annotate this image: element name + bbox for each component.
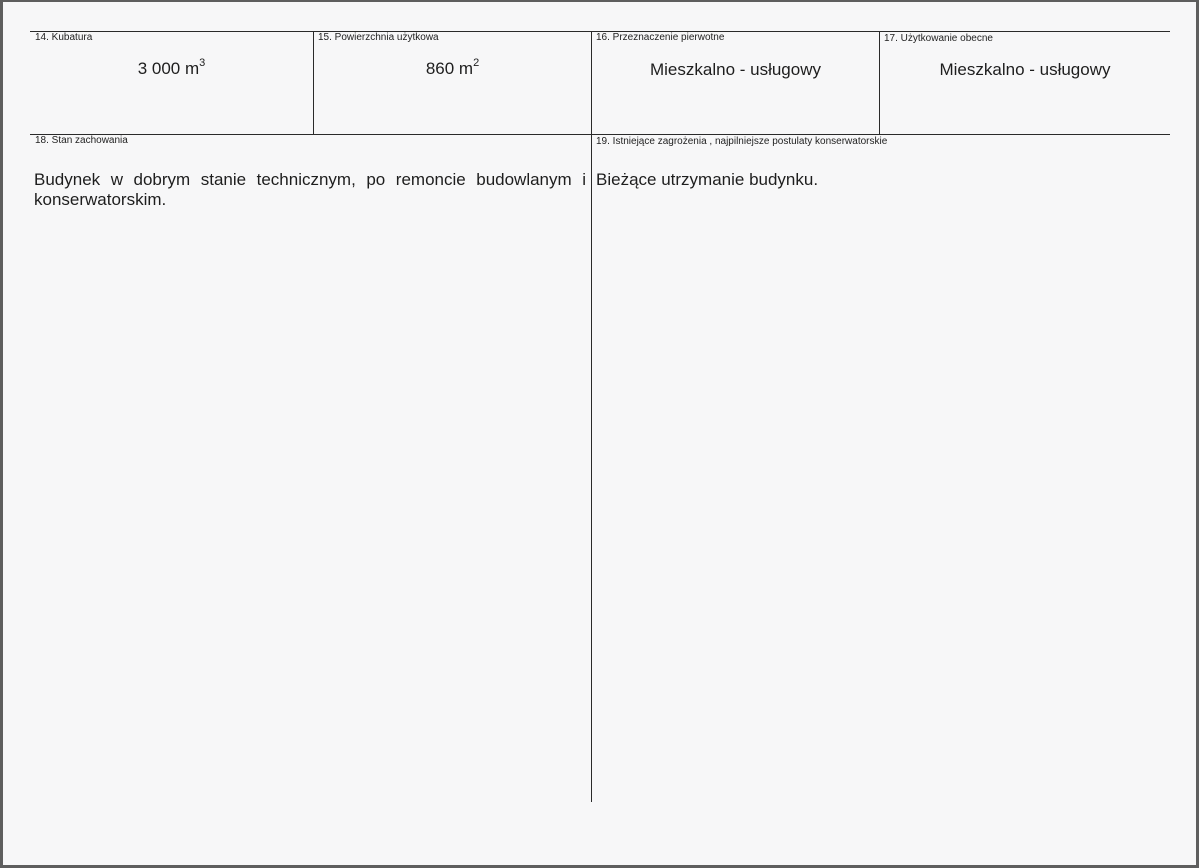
stan-label: 18. Stan zachowania <box>35 135 128 146</box>
middle-rule <box>30 134 1170 135</box>
powierzchnia-value <box>314 59 591 79</box>
uzytkowanie-value: Mieszkalno - usługowy <box>939 60 1111 79</box>
uzytkowanie-label: 17. Użytkowanie obecne <box>884 33 993 44</box>
divider-16-17 <box>879 31 880 134</box>
powierzchnia-exponent: 2 <box>473 57 480 70</box>
stan-value: Budynek w dobrym stanie technicznym, po remoncie budowlanym i konserwatorskim. <box>34 170 586 209</box>
powierzchnia-label: 15. Powierzchnia użytkowa <box>318 32 439 43</box>
zagrozenia-value: Bieżące utrzymanie budynku. <box>596 170 819 189</box>
powierzchnia-number: 860 m <box>425 59 474 78</box>
zagrozenia-label: 19. Istniejące zagrożenia , najpilniejsze postulaty konserwatorskie <box>596 136 888 147</box>
kubatura-number: 3 000 m <box>137 59 200 78</box>
przeznaczenie-value: Mieszkalno - usługowy <box>649 60 821 79</box>
divider-main <box>591 31 592 802</box>
przeznaczenie-label: 16. Przeznaczenie pierwotne <box>596 32 725 43</box>
kubatura-exponent: 3 <box>199 57 206 70</box>
divider-14-15 <box>313 31 314 134</box>
kubatura-label: 14. Kubatura <box>35 32 93 43</box>
form-sheet <box>3 2 1196 865</box>
kubatura-value <box>30 59 313 79</box>
